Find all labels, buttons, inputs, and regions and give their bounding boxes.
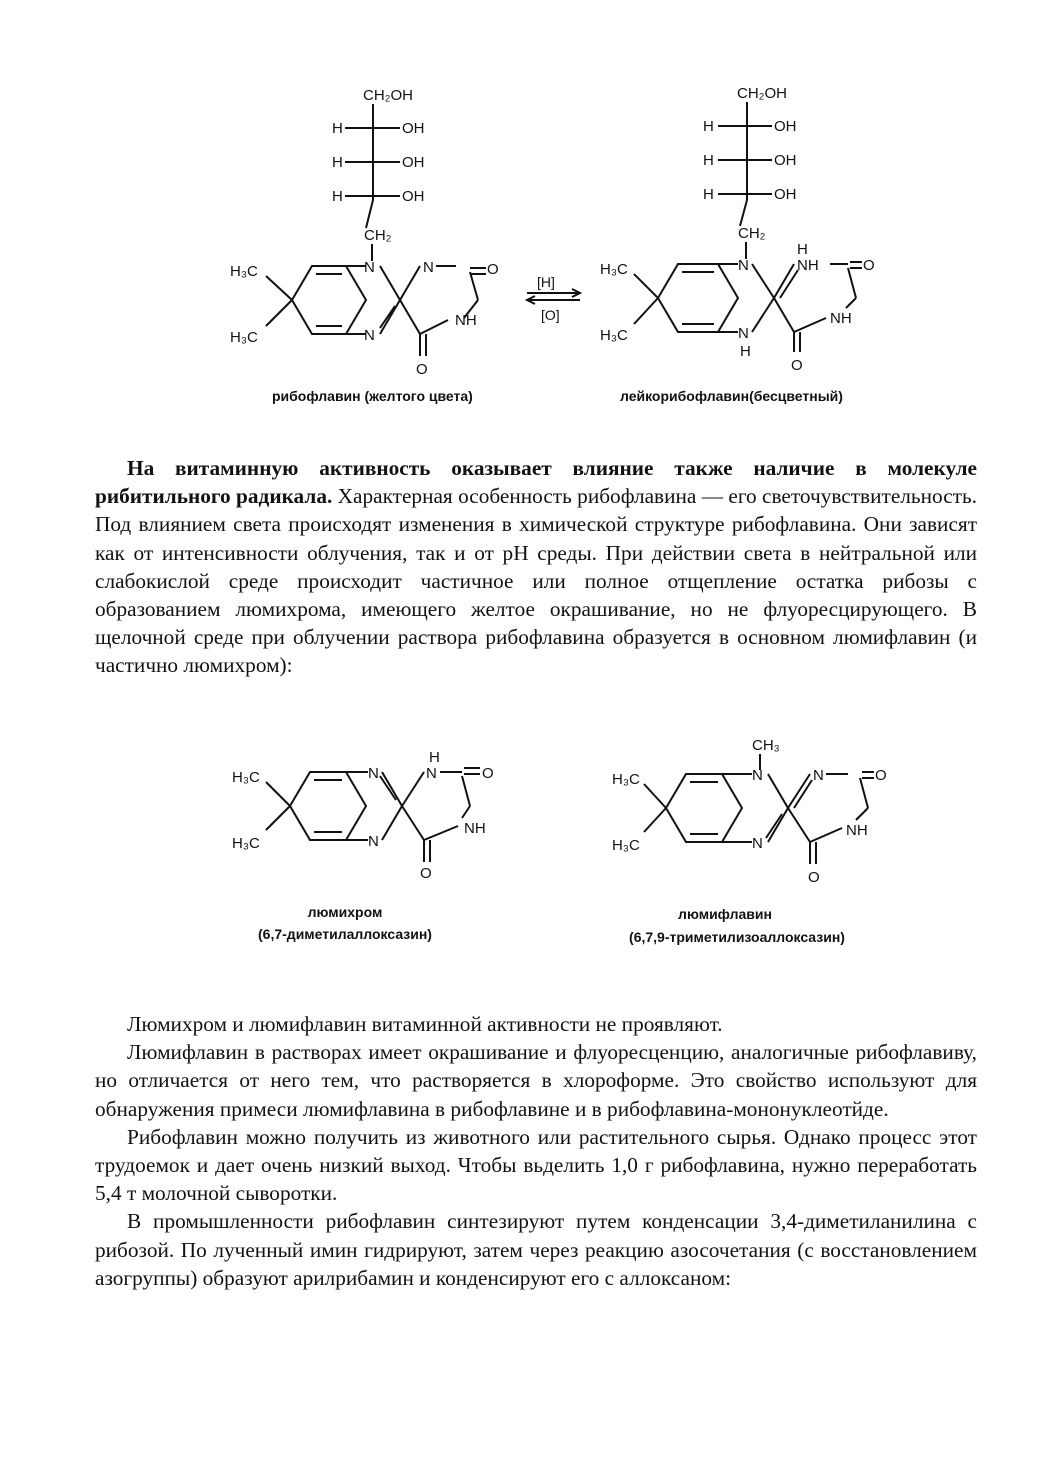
chain-h-label: H (703, 118, 714, 135)
methyl-label: H₃C (230, 329, 258, 346)
n-label: N (813, 767, 824, 784)
paragraph: Люмифлавин в растворах имеет окрашивание и флуоресценцию, аналогичные рибофлавиву, но отличается от него тем, что растворяется в хлороформе. Это свойство используют для обнаружения примеси люмифлавина в рибофлавине и в рибофлавина-мононуклеотйде. (95, 1040, 977, 1121)
c4-oxo-label: O (791, 357, 803, 374)
bold-lead: На витаминную активность оказывает влияние также наличие в молекуле рибитильного радикала. (95, 456, 977, 509)
n1-label: NH (797, 257, 819, 274)
n10-label: N (364, 259, 375, 276)
oxo-label: O (875, 767, 887, 784)
n3-h-label: NH (830, 310, 852, 327)
ch2oh-label: CH₂OH (363, 87, 413, 104)
text-body-continued (95, 1010, 977, 1292)
c2-oxo-label: O (487, 261, 499, 278)
n1-hydrogen-label: H (797, 241, 808, 258)
chain-h-label: H (332, 154, 343, 171)
nh-label: NH (464, 820, 486, 837)
methyl-label: H₃C (600, 261, 628, 278)
n5-label: N (364, 327, 375, 344)
methyl-label: H₃C (600, 327, 628, 344)
paragraph: Рибофлавин можно получить из животного или растительного сырья. Однако процесс этот трудоемок и дает очень низкий выход. Чтобы вьделить 1,0 г рибофлавина, нужно переработать 5,4 т молочной сыворотки. (95, 1124, 977, 1206)
chain-h-label: H (332, 188, 343, 205)
n-label: N (426, 765, 437, 782)
lumichrome-systematic-name: (6,7-диметилаллоксазин) (258, 926, 432, 942)
paragraph-text: Характерная особенность рибофлавина — его светочувствительность. Под влиянием света происходят изменения в химической структуре рибофлавина. Они зависят как от интенсивности облучения, так и от pH среды. При действии света в нейтральной или слабокислой среде происходит частичное или полное отщепление остатка рибозы с образованием люмихрома, имеющего желтое окрашивание, но не флуоресцирующего. В щелочной среде при облучении раствора рибофлавина образуется в основном люмифлавин (и частично люмихром): (95, 484, 977, 678)
lumichrome-structure (232, 749, 494, 942)
chain-h-label: H (703, 152, 714, 169)
paragraph: Люмихром и люмифлавин витаминной активности не проявляют. (127, 1012, 723, 1036)
n3-h-label: NH (455, 312, 477, 329)
lumiflavin-systematic-name: (6,7,9-триметилизоаллоксазин) (629, 929, 845, 945)
lumiflavin-caption: люмифлавин (678, 906, 772, 922)
chain-oh-label: OH (774, 186, 797, 203)
ch2-label: CH₂ (738, 225, 766, 242)
ch2-label: CH₂ (364, 227, 392, 244)
text-paragraph-photosensitivity (95, 454, 977, 680)
chain-oh-label: OH (774, 118, 797, 135)
paragraph (95, 454, 977, 680)
n-label: N (752, 767, 763, 784)
n-label: N (368, 765, 379, 782)
chain-h-label: H (332, 120, 343, 137)
oxo-label: O (482, 765, 494, 782)
oxo-label: O (808, 869, 820, 886)
n-methyl-label: CH₃ (752, 737, 780, 754)
chain-oh-label: OH (402, 120, 425, 137)
n-label: N (752, 835, 763, 852)
n10-label: N (738, 257, 749, 274)
reduction-reagent: [H] (537, 274, 555, 290)
methyl-label: H₃C (612, 771, 640, 788)
lumichrome-lumiflavin-structures (0, 730, 1039, 960)
n5-hydrogen-label: H (740, 343, 751, 360)
ch2oh-label: CH₂OH (737, 85, 787, 102)
c4-oxo-label: O (416, 361, 428, 378)
nh-label: NH (846, 822, 868, 839)
methyl-label: H₃C (232, 835, 260, 852)
chain-oh-label: OH (774, 152, 797, 169)
chain-oh-label: OH (402, 188, 425, 205)
equilibrium-arrows (527, 274, 580, 323)
oxo-label: O (420, 865, 432, 882)
methyl-label: H₃C (612, 837, 640, 854)
lumichrome-caption: люмихром (307, 904, 383, 920)
riboflavin-structure (230, 87, 499, 404)
riboflavin-caption: рибофлавин (желтого цвета) (272, 388, 473, 404)
lumiflavin-structure (612, 737, 887, 945)
chain-oh-label: OH (402, 154, 425, 171)
hydrogen-label: H (429, 749, 440, 766)
n5-label: N (738, 325, 749, 342)
oxidation-reagent: [O] (541, 307, 560, 323)
n-label: N (368, 833, 379, 850)
chain-h-label: H (703, 186, 714, 203)
riboflavin-reduction-scheme (0, 70, 1039, 415)
paragraph: В промышленности рибофлавин синтезируют путем конденсации 3,4-диметиланилина с рибозой. По лученный имин гидрируют, затем через реакцию азосочетания (с восстановлением азогруппы) образуют арилрибамин и конденсируют его с аллоксаном: (95, 1209, 977, 1290)
leucoriboflavin-structure (600, 85, 875, 404)
c2-oxo-label: O (863, 257, 875, 274)
methyl-label: H₃C (230, 263, 258, 280)
n1-label: N (423, 259, 434, 276)
methyl-label: H₃C (232, 769, 260, 786)
leucoriboflavin-caption: лейкорибофлавин(бесцветный) (620, 388, 843, 404)
